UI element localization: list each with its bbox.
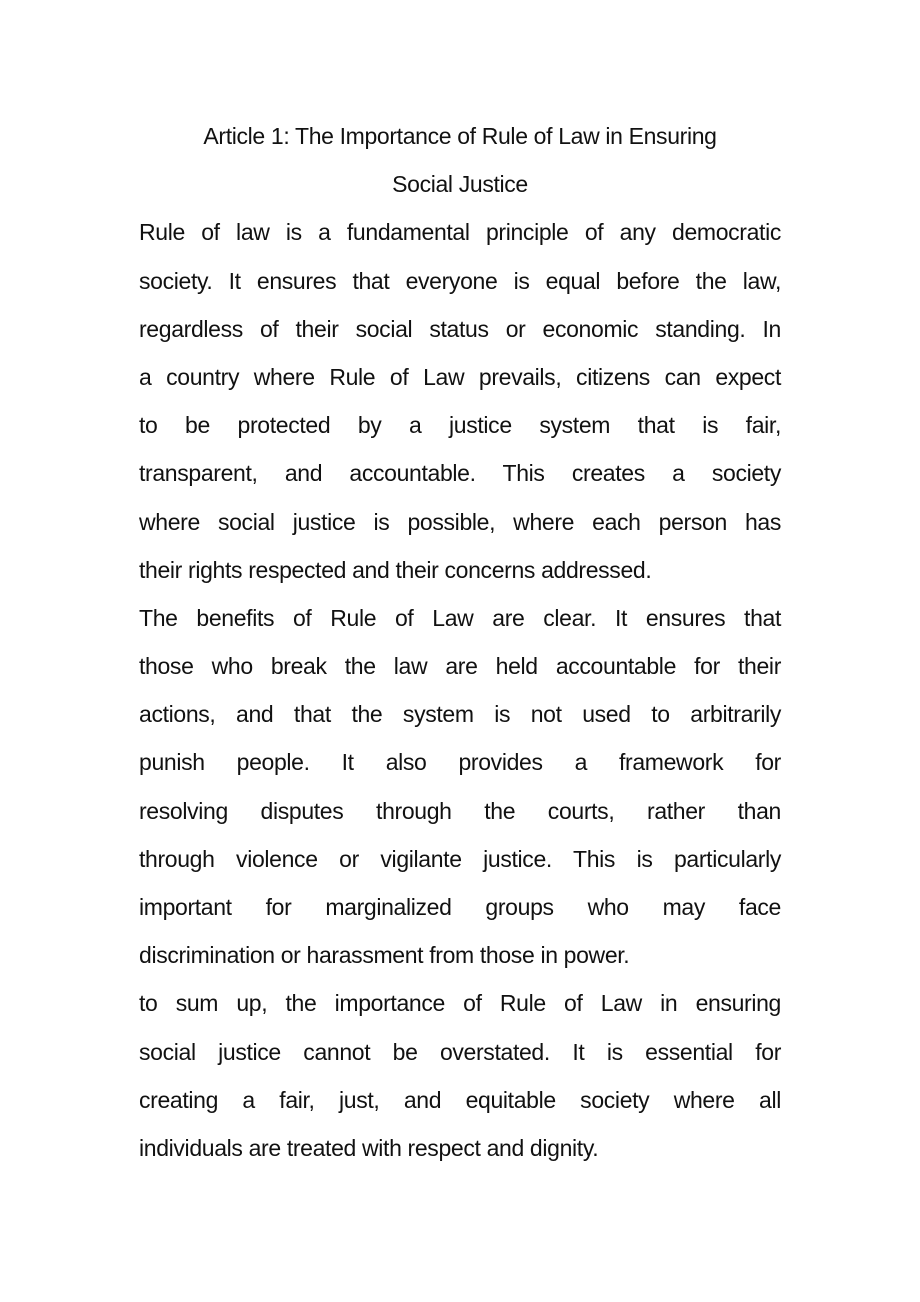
text-line: important for marginalized groups who may face	[139, 894, 781, 920]
text-line: those who break the law are held accountable for their	[139, 653, 781, 680]
text-line: transparent, and accountable. This creates a society	[139, 460, 781, 487]
paragraph-conclusion	[139, 979, 781, 1172]
text-line: society. It ensures that everyone is equal before the law,	[139, 267, 781, 294]
text-line: discrimination or harassment from those in power.	[139, 942, 630, 969]
text-line: individuals are treated with respect and dignity.	[139, 1134, 599, 1161]
text-line: a country where Rule of Law prevails, citizens can expect	[139, 363, 781, 390]
text-line: The benefits of Rule of Law are clear. It ensures that	[139, 604, 781, 631]
title-line: Article 1: The Importance of Rule of Law in Ensuring	[203, 123, 717, 149]
text-line: where social justice is possible, where each person has	[139, 508, 781, 535]
article-title	[139, 112, 781, 208]
text-line: to sum up, the importance of Rule of Law in ensuring	[139, 990, 781, 1017]
text-line: actions, and that the system is not used to arbitrarily	[139, 701, 781, 728]
text-line: Rule of law is a fundamental principle of any democratic	[139, 219, 781, 246]
text-line: through violence or vigilante justice. This is particularly	[139, 845, 781, 872]
paragraph-intro	[139, 208, 781, 594]
text-line: creating a fair, just, and equitable society where all	[139, 1086, 781, 1113]
text-line: their rights respected and their concerns addressed.	[139, 556, 652, 583]
paragraph-benefits	[139, 594, 781, 980]
document-page	[139, 112, 781, 1172]
text-line: to be protected by a justice system that is fair,	[139, 412, 781, 439]
title-line: Social Justice	[392, 171, 528, 198]
text-line: social justice cannot be overstated. It is essential for	[139, 1038, 781, 1065]
text-line: regardless of their social status or economic standing. In	[139, 315, 781, 342]
text-line: resolving disputes through the courts, rather than	[139, 797, 781, 824]
text-line: punish people. It also provides a framework for	[139, 749, 781, 776]
